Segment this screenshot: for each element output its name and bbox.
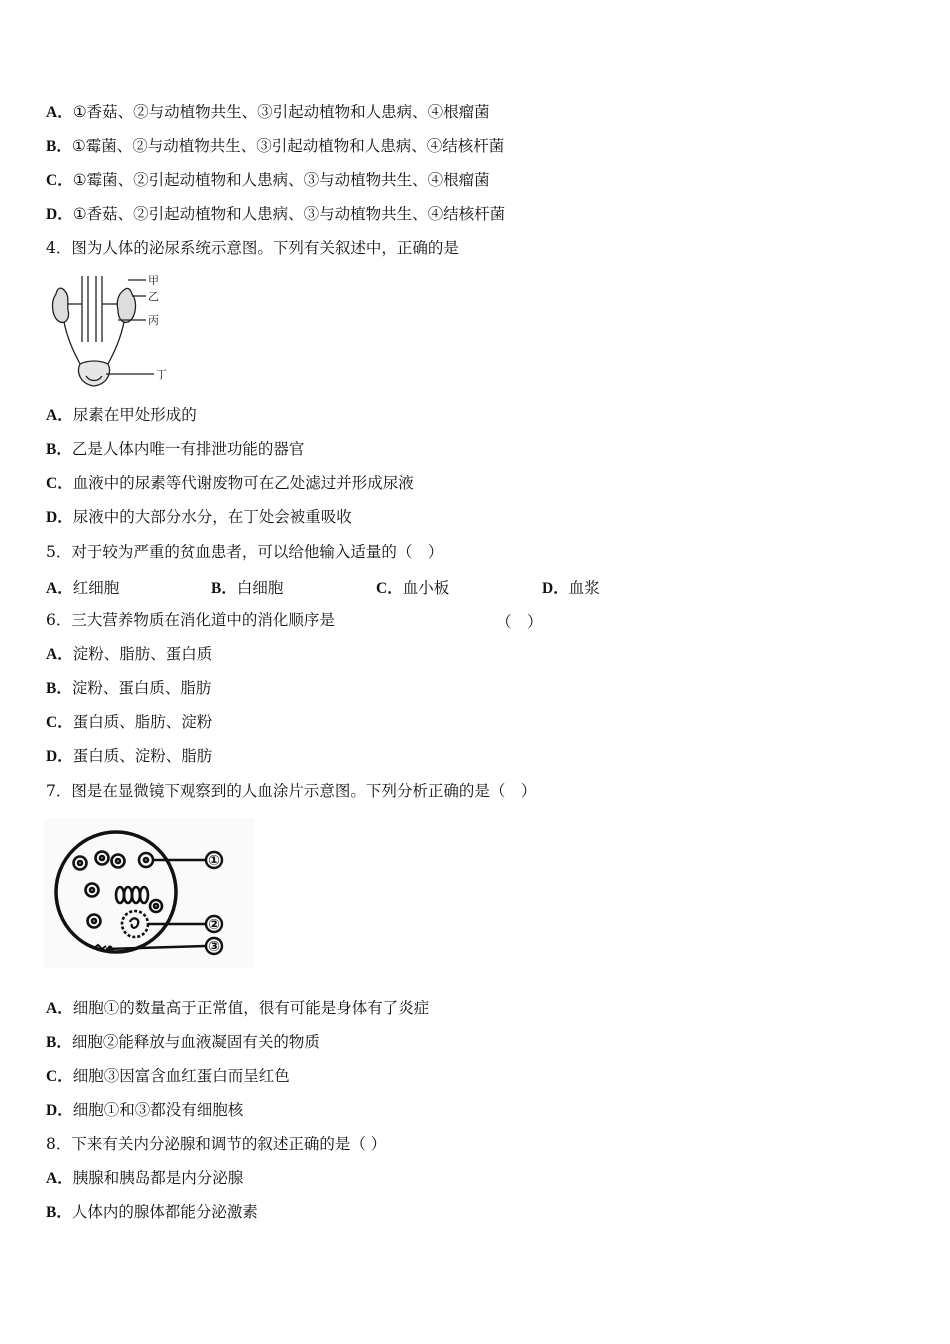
option-text: 细胞②能释放与血液凝固有关的物质	[71, 1033, 320, 1051]
q5-options	[46, 576, 666, 596]
q7-option-a	[46, 998, 429, 1019]
q8-option-b	[46, 1202, 258, 1223]
q5-option-c	[376, 576, 449, 598]
option-letter: C．	[46, 172, 73, 189]
option-letter: D．	[46, 509, 73, 526]
option-letter: D．	[46, 748, 73, 765]
option-text: 淀粉、蛋白质、脂肪	[71, 679, 212, 697]
option-text: ①香菇、②引起动植物和人患病、③与动植物共生、④结核杆菌	[72, 205, 506, 223]
q8-option-a	[46, 1168, 243, 1189]
option-letter: A．	[46, 1000, 73, 1017]
option-letter: C．	[376, 580, 403, 597]
option-letter: B．	[46, 1034, 72, 1051]
option-letter: B．	[46, 680, 72, 697]
figure-label-1: ①	[208, 853, 220, 869]
option-text: 白细胞	[236, 579, 284, 597]
q6-answer-paren: （ ）	[496, 613, 543, 631]
option-text: ①霉菌、②引起动植物和人患病、③与动植物共生、④根瘤菌	[72, 171, 490, 189]
option-letter: B．	[46, 138, 72, 155]
q7-option-b	[46, 1032, 320, 1053]
option-text: 尿素在甲处形成的	[72, 406, 197, 424]
q6-option-a	[46, 644, 212, 665]
q3-option-a	[46, 102, 490, 123]
option-text: ①香菇、②与动植物共生、③引起动植物和人患病、④根瘤菌	[72, 103, 490, 121]
option-letter: C．	[46, 1068, 73, 1085]
q4-option-c	[46, 473, 414, 494]
option-letter: C．	[46, 475, 73, 492]
q5-option-d	[542, 576, 600, 598]
q6-option-b	[46, 678, 211, 699]
q6-option-c	[46, 712, 212, 733]
option-text: 细胞③因富含血红蛋白而呈红色	[72, 1067, 290, 1085]
q3-option-b	[46, 136, 504, 157]
option-text: 血液中的尿素等代谢废物可在乙处滤过并形成尿液	[72, 474, 414, 492]
q5-stem: 5．对于较为严重的贫血患者，可以给他输入适量的（ ）	[46, 543, 444, 561]
option-letter: A．	[46, 1170, 73, 1187]
option-letter: A．	[46, 580, 73, 597]
option-text: 血浆	[568, 579, 600, 597]
figure-label-yi: 乙	[148, 291, 159, 303]
q3-option-c	[46, 170, 490, 191]
figure-label-jia: 甲	[148, 275, 159, 287]
q6-stem: 6．三大营养物质在消化道中的消化顺序是	[46, 611, 335, 629]
option-letter: B．	[46, 441, 72, 458]
option-letter: D．	[46, 1102, 73, 1119]
q7-option-c	[46, 1066, 290, 1087]
q7-stem: 7．图是在显微镜下观察到的人血涂片示意图。下列分析正确的是（ ）	[46, 782, 537, 800]
figure-label-ding: 丁	[156, 369, 167, 381]
option-text: 淀粉、脂肪、蛋白质	[72, 645, 213, 663]
q4-option-d	[46, 507, 352, 528]
option-text: 血小板	[402, 579, 450, 597]
figure-label-2: ②	[208, 917, 220, 933]
blood-smear-figure	[44, 818, 254, 968]
option-text: 人体内的腺体都能分泌激素	[71, 1203, 258, 1221]
urinary-system-figure	[46, 272, 181, 392]
option-text: 细胞①和③都没有细胞核	[72, 1101, 244, 1119]
figure-label-3: ③	[208, 939, 220, 955]
q4-stem: 4．图为人体的泌尿系统示意图。下列有关叙述中，正确的是	[46, 239, 459, 257]
q5-option-a	[46, 576, 119, 598]
option-letter: A．	[46, 104, 73, 121]
option-text: 胰腺和胰岛都是内分泌腺	[72, 1169, 244, 1187]
q7-option-d	[46, 1100, 243, 1121]
q8-stem: 8．下来有关内分泌腺和调节的叙述正确的是（ ）	[46, 1135, 387, 1153]
option-letter: A．	[46, 407, 73, 424]
option-text: 红细胞	[72, 579, 120, 597]
option-text: 蛋白质、脂肪、淀粉	[72, 713, 213, 731]
q4-option-b	[46, 439, 304, 460]
q4-option-a	[46, 405, 197, 426]
option-text: 尿液中的大部分水分，在丁处会被重吸收	[72, 508, 352, 526]
option-letter: D．	[542, 580, 569, 597]
option-text: 乙是人体内唯一有排泄功能的器官	[71, 440, 305, 458]
figure-label-bing: 丙	[148, 315, 159, 327]
option-text: 蛋白质、淀粉、脂肪	[72, 747, 213, 765]
option-letter: D．	[46, 206, 73, 223]
option-letter: B．	[211, 580, 237, 597]
q6-option-d	[46, 746, 212, 767]
option-text: ①霉菌、②与动植物共生、③引起动植物和人患病、④结核杆菌	[71, 137, 505, 155]
option-letter: A．	[46, 646, 73, 663]
q3-option-d	[46, 204, 505, 225]
option-letter: B．	[46, 1204, 72, 1221]
option-text: 细胞①的数量高于正常值，很有可能是身体有了炎症	[72, 999, 430, 1017]
q5-option-b	[211, 576, 283, 598]
option-letter: C．	[46, 714, 73, 731]
